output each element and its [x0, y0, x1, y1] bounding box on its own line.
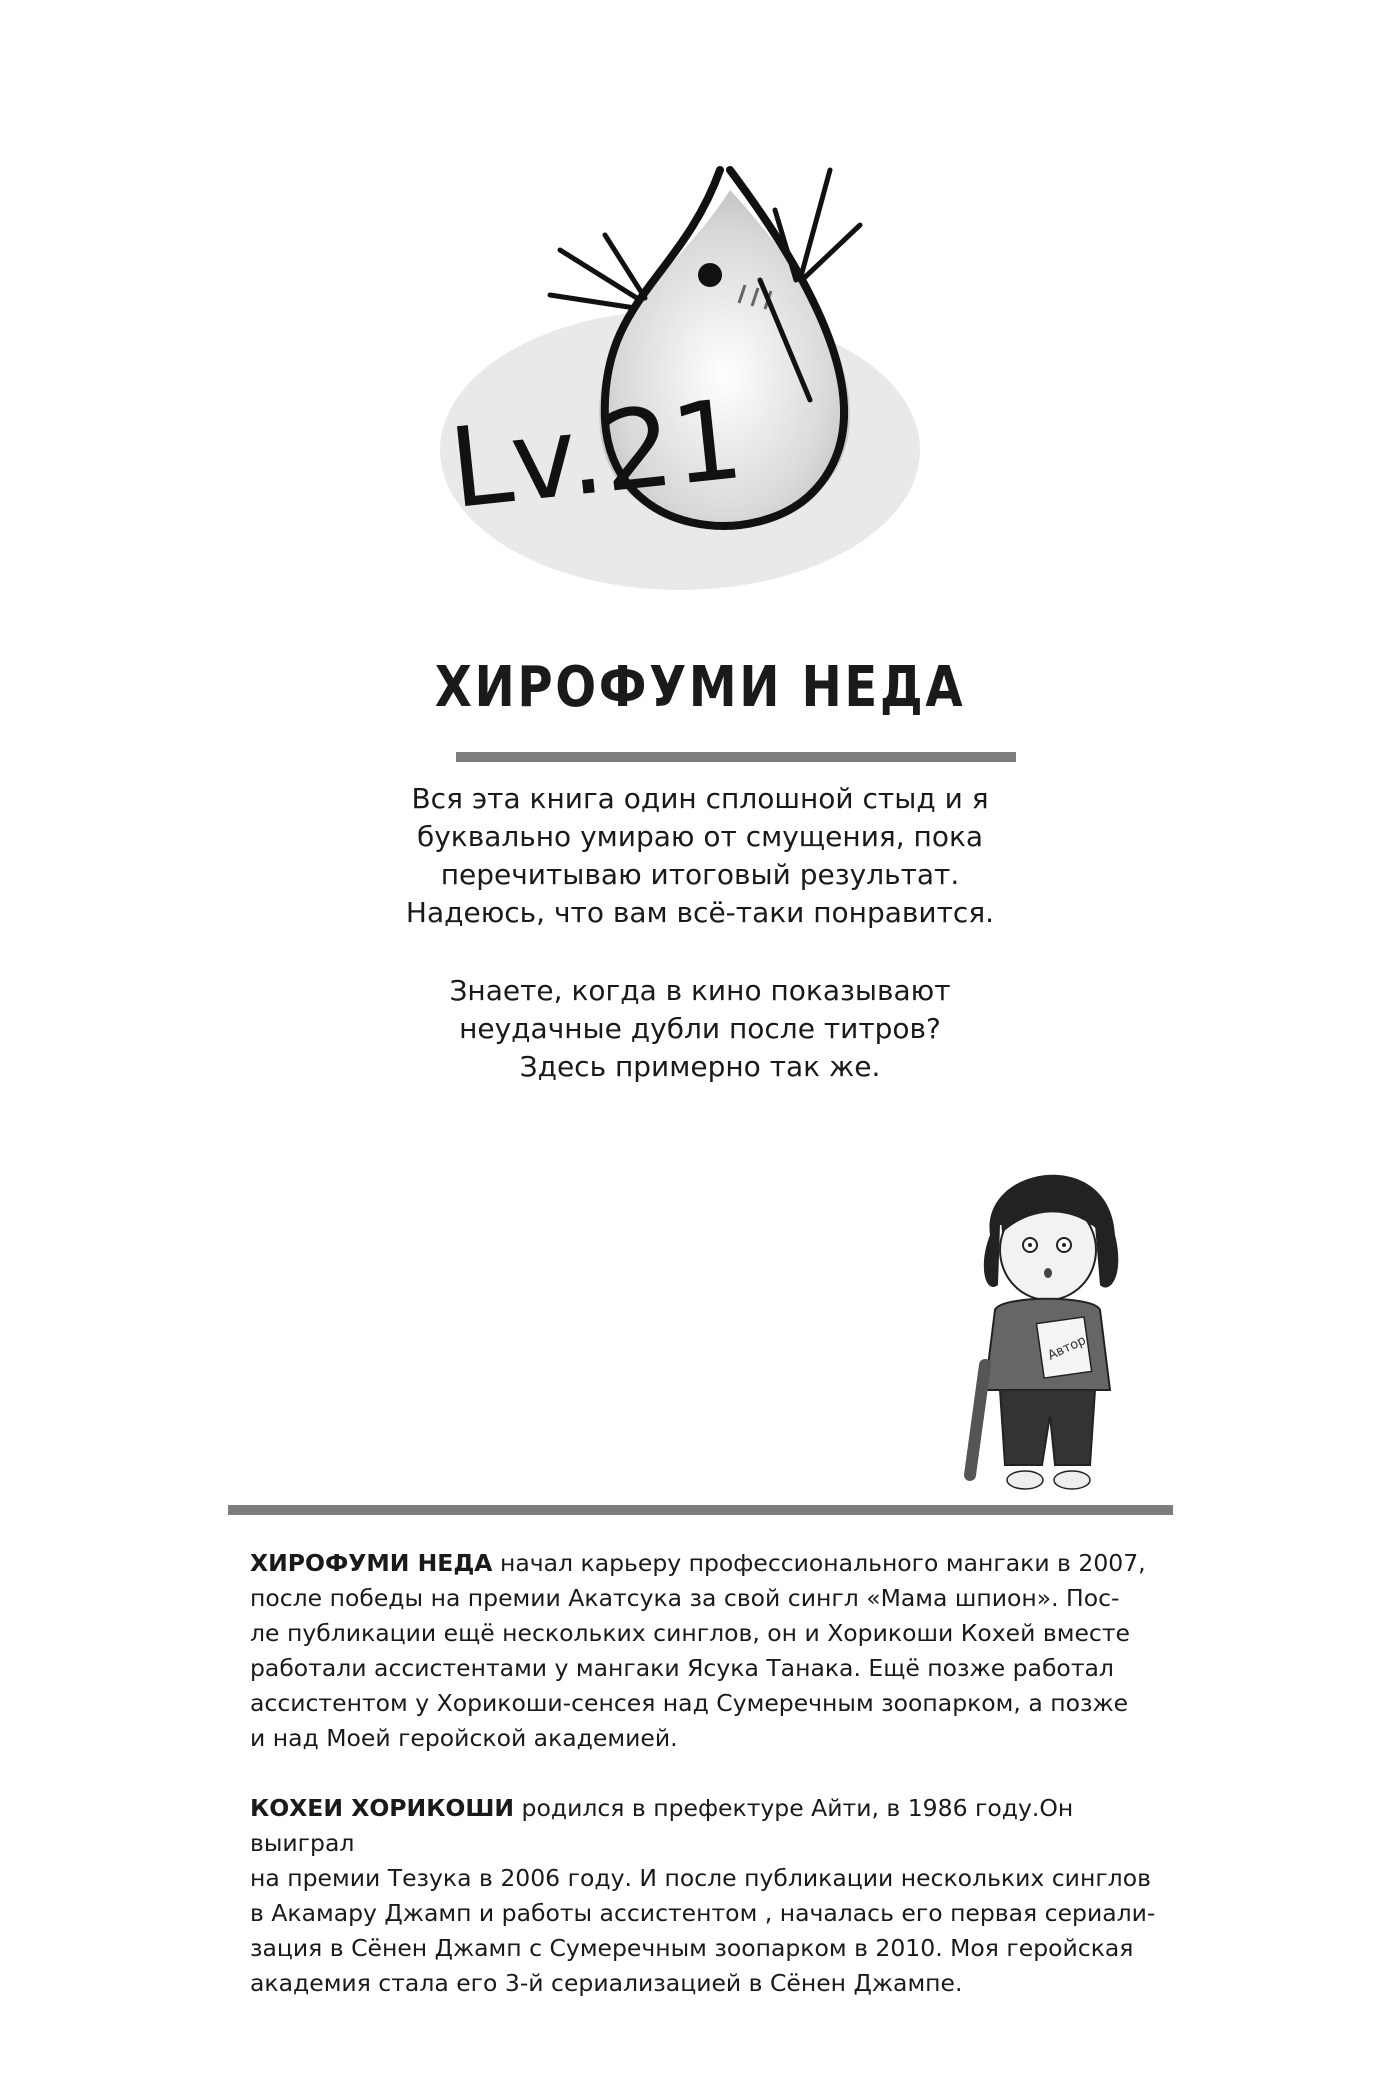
ghost-drop-icon — [430, 130, 950, 610]
message-paragraph-2: Знаете, когда в кино показывают неудачные дубли после титров? Здесь примерно так же. — [449, 974, 951, 1083]
bio-horikoshi — [250, 1791, 1160, 2001]
author-logo-doodle — [430, 130, 950, 610]
author-message — [380, 780, 1020, 1126]
bio-text: родился в префектуре Айти, в 1986 году.Он выиграл на премии Тезука в 2006 году. И после публикации нескольких синглов в Акамару Джамп и работы ассистентом , началась его первая сериали- зация в Сёнен Джамп с Сумеречным зоопарком в 2010. Моя геройская академия стала его 3-й сериализацией в Сёнен Джампе. — [250, 1794, 1156, 1997]
chibi-sign-text: Автор — [1045, 1333, 1089, 1364]
bio-text: начал карьеру профессионального мангаки в 2007, после победы на премии Акатсука за свой сингл «Мама шпион». Пос- ле публикации ещё нескольких синглов, он и Хорикоши Кохей вместе работали ассистентами у мангаки Ясука Танака. Ещё позже работал ассистентом у Хорикоши-сенсея над Сумеречным зоопарком, а позже и над Моей геройской академией. — [250, 1549, 1146, 1752]
message-paragraph-1: Вся эта книга один сплошной стыд и я буквально умираю от смущения, пока перечитываю итоговый результат. Надеюсь, что вам всё-таки понравится. — [405, 782, 995, 929]
author-chibi-illustration — [960, 1145, 1130, 1500]
logo-handwritten-text: Lv.21 — [443, 375, 749, 533]
bios-divider — [228, 1505, 1173, 1515]
heading-divider — [456, 752, 1016, 762]
author-heading: ХИРОФУМИ НЕДА — [434, 655, 966, 720]
bio-neda — [250, 1546, 1160, 1756]
bio-name: ХИРОФУМИ НЕДА — [250, 1549, 493, 1577]
bio-name: КОХЕИ ХОРИКОШИ — [250, 1794, 515, 1822]
author-bios — [250, 1546, 1160, 2036]
